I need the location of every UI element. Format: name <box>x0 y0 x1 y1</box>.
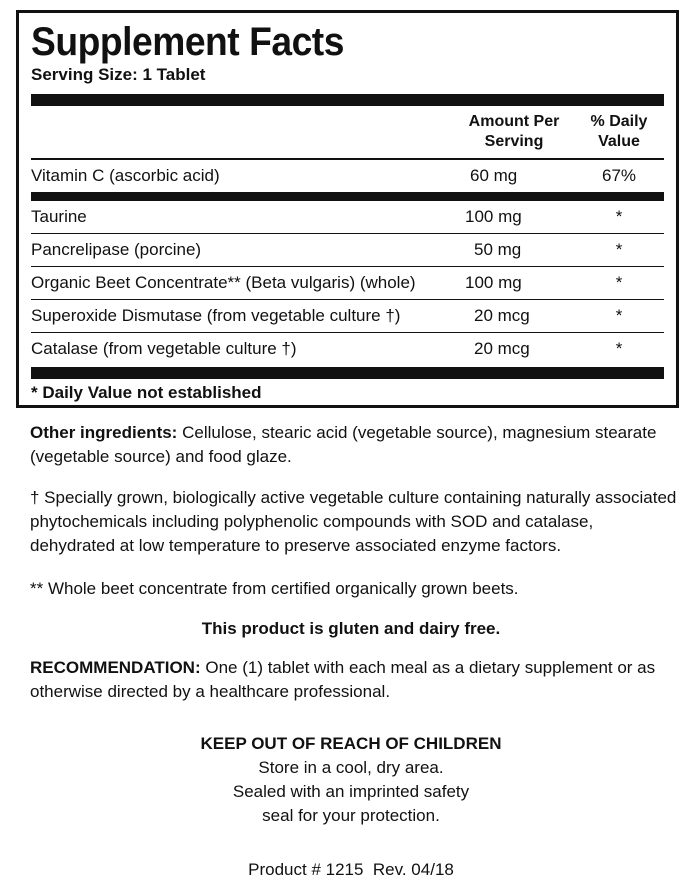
serving-size: Serving Size: 1 Tablet <box>31 65 206 84</box>
ingredient-dv: * <box>615 306 623 325</box>
ingredient-amount: 100 mg <box>465 273 522 292</box>
vitamin-rows <box>31 160 664 192</box>
ingredient-rows <box>31 201 664 365</box>
header-amount-line2: Serving <box>484 133 544 150</box>
other-ingredients <box>30 421 680 469</box>
ingredient-dv: * <box>615 240 623 259</box>
other-ingredients-label: Other ingredients: <box>30 423 178 442</box>
header-amount <box>454 112 574 152</box>
header-dv-line2: Value <box>598 133 640 150</box>
header-dv-line1: % Daily <box>590 113 648 130</box>
nutrient-amount: 60 mg <box>470 166 518 185</box>
panel-title: Supplement Facts <box>31 20 344 64</box>
warning-block <box>16 732 686 828</box>
ingredient-dv: * <box>615 273 623 292</box>
ingredient-dv: * <box>615 339 623 358</box>
table-row <box>31 333 664 365</box>
table-row <box>31 160 664 192</box>
recommendation-text: One (1) tablet with each meal as a dietary supplement or as otherwise directed by a healthcare professional. <box>30 658 656 701</box>
product-info: Product # 1215 Rev. 04/18 <box>248 860 454 879</box>
header-amount-line1: Amount Per <box>468 113 560 130</box>
ingredient-amount: 20 mcg <box>474 339 530 358</box>
table-row <box>31 300 664 333</box>
recommendation-label: RECOMMENDATION: <box>30 658 201 677</box>
recommendation <box>30 656 680 704</box>
ingredient-name: Pancrelipase (porcine) <box>31 240 202 259</box>
ingredient-amount: 20 mcg <box>474 306 530 325</box>
ingredient-amount: 50 mg <box>474 240 522 259</box>
ingredient-amount: 100 mg <box>465 207 522 226</box>
seal-line-1: Sealed with an imprinted safety <box>232 782 470 801</box>
divider-thick <box>31 94 664 106</box>
nutrient-dv: 67% <box>601 166 637 185</box>
supplement-facts-panel <box>16 10 679 408</box>
gluten-note: This product is gluten and dairy free. <box>201 619 501 638</box>
daily-value-footnote: * Daily Value not established <box>31 383 262 402</box>
seal-line-2: seal for your protection. <box>262 806 440 825</box>
divider-bottom <box>31 367 664 379</box>
beet-note: ** Whole beet concentrate from certified organically grown beets. <box>30 579 519 598</box>
storage-line: Store in a cool, dry area. <box>258 758 444 777</box>
nutrient-name: Vitamin C (ascorbic acid) <box>31 166 220 185</box>
table-row <box>31 234 664 267</box>
table-row <box>31 201 664 234</box>
header-daily-value <box>574 112 664 152</box>
ingredient-name: Taurine <box>31 207 87 226</box>
table-header <box>31 106 664 160</box>
warning-heading: KEEP OUT OF REACH OF CHILDREN <box>200 734 502 753</box>
divider-mid <box>31 192 664 201</box>
ingredient-dv: * <box>615 207 623 226</box>
other-ingredients-text: Cellulose, stearic acid (vegetable source), magnesium stearate (vegetable source) and food glaze. <box>30 423 657 466</box>
table-row <box>31 267 664 300</box>
ingredient-name: Catalase (from vegetable culture †) <box>31 339 297 358</box>
dagger-note: † Specially grown, biologically active vegetable culture containing naturally associated phytochemicals including polyphenolic compounds with SOD and catalase, dehydrated at low temperature to preserve associated enzyme factors. <box>30 488 677 555</box>
ingredient-name: Superoxide Dismutase (from vegetable culture †) <box>31 306 401 325</box>
ingredient-name: Organic Beet Concentrate** (Beta vulgaris) (whole) <box>31 273 416 292</box>
